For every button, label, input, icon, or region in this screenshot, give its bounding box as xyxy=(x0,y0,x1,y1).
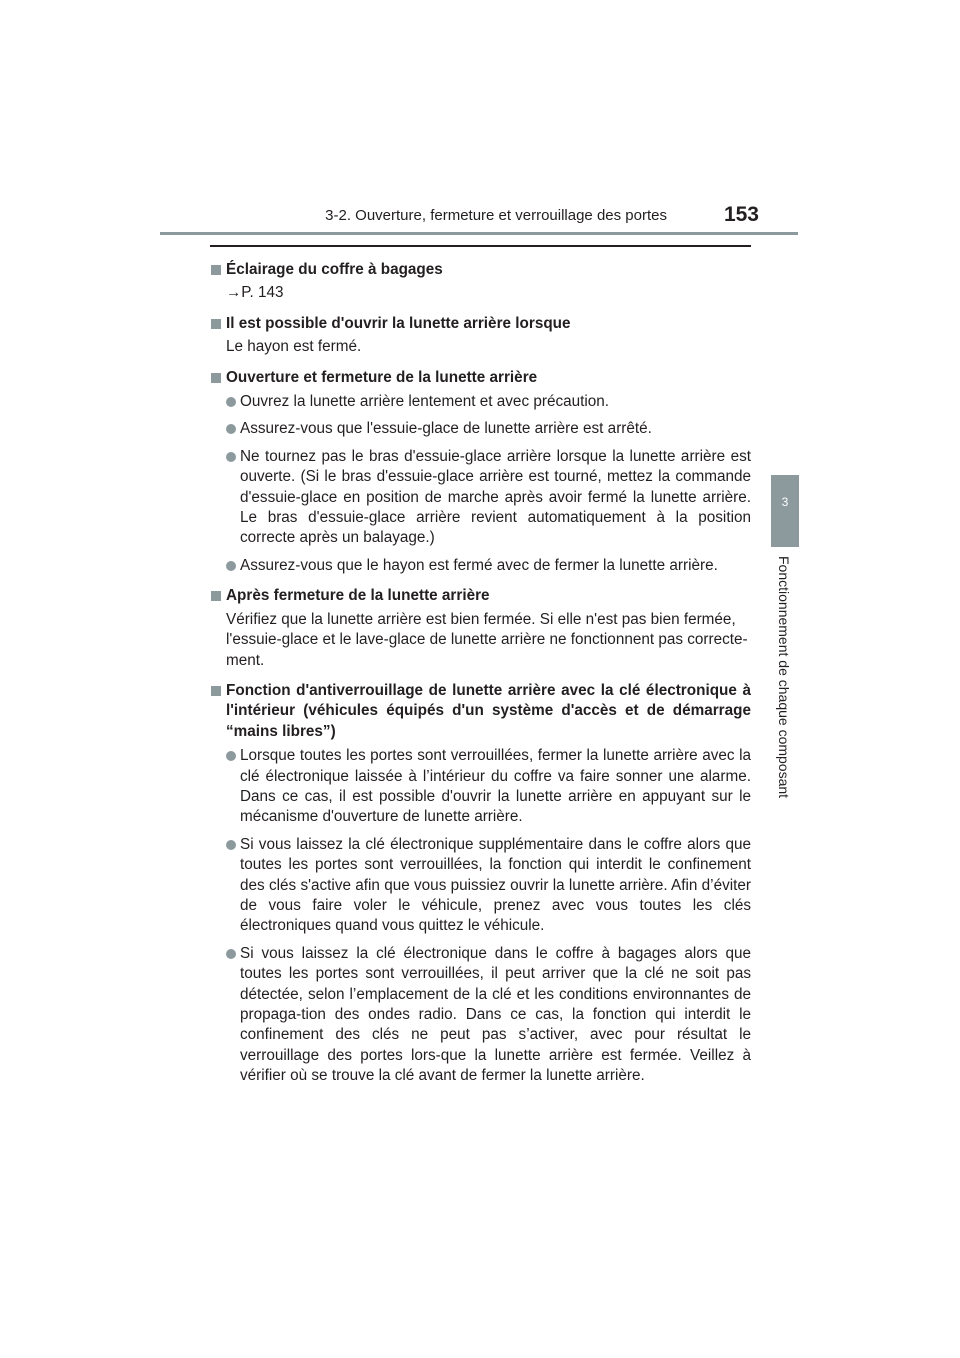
chapter-number: 3 xyxy=(781,495,789,509)
chapter-side-label xyxy=(772,556,796,816)
section-title: Il est possible d'ouvrir la lunette arrière lorsque xyxy=(226,314,571,332)
header-rule xyxy=(160,232,798,235)
round-bullet-icon xyxy=(226,840,236,850)
list-item xyxy=(210,835,751,937)
section-title: Fonction d'antiverrouillage de lunette arrière avec la clé électronique à l'intérieur (véhicules équipés d'un système d'accès et de démarrage “mains libres”) xyxy=(226,681,751,740)
chapter-title: Fonctionnement de chaque composant xyxy=(776,556,792,799)
round-bullet-icon xyxy=(226,561,236,571)
header-section-title: 3-2. Ouverture, fermeture et verrouillage des portes xyxy=(325,207,667,224)
square-bullet-icon xyxy=(211,373,221,383)
square-bullet-icon xyxy=(211,319,221,329)
section-title: Après fermeture de la lunette arrière xyxy=(226,587,490,605)
section-heading xyxy=(210,260,751,280)
page-reference: →P. 143 xyxy=(226,284,284,302)
round-bullet-icon xyxy=(226,751,236,761)
section-heading xyxy=(210,681,751,742)
page-header xyxy=(160,203,797,231)
round-bullet-icon xyxy=(226,949,236,959)
section-text: Vérifiez que la lunette arrière est bien fermée. Si elle n'est pas bien fermée, l'essuie-glace et le lave-glace de lunette arrière ne fonctionnent pas correcte-ment. xyxy=(226,610,748,669)
list-item xyxy=(210,556,751,576)
list-item-text: Ne tournez pas le bras d'essuie-glace arrière lorsque la lunette arrière est ouverte. (Si le bras d'essuie-glace arrière est tourné, mettez la commande d'essuie-glace en position de marche après avoir fermé la lunette arrière. Le bras d'essuie-glace arrière revient automatiquement à la position correcte après un balayage.) xyxy=(240,447,751,547)
square-bullet-icon xyxy=(211,591,221,601)
list-item-text: Lorsque toutes les portes sont verrouillées, fermer la lunette arrière avec la clé électronique laissée à l’intérieur du coffre va faire sonner une alarme. Dans ce cas, il est possible d'ouvrir la lunette arrière en appuyant sur le mécanisme d'ouverture de lunette arrière. xyxy=(240,747,751,826)
list-item-text: Si vous laissez la clé électronique supplémentaire dans le coffre alors que toutes les portes sont verrouillées, la fonction qui interdit le confinement des clés s'active afin que vous puissiez ouvrir la lunette arrière. Afin d’éviter de vous faire voler le véhicule, prenez avec vous toutes les clés électroniques quand vous quittez le véhicule. xyxy=(240,835,751,935)
list-item-text: Ouvrez la lunette arrière lentement et avec précaution. xyxy=(240,393,610,411)
list-item-text: Assurez-vous que le hayon est fermé avec de fermer la lunette arrière. xyxy=(240,556,718,574)
section-heading xyxy=(210,314,751,334)
list-item-text: Assurez-vous que l'essuie-glace de lunette arrière est arrêté. xyxy=(240,420,652,438)
round-bullet-icon xyxy=(226,452,236,462)
round-bullet-icon xyxy=(226,397,236,407)
round-bullet-icon xyxy=(226,424,236,434)
square-bullet-icon xyxy=(211,686,221,696)
section-title: Ouverture et fermeture de la lunette arrière xyxy=(226,368,538,386)
list-item xyxy=(210,447,751,549)
content-rule xyxy=(210,245,751,247)
section-heading xyxy=(210,368,751,388)
square-bullet-icon xyxy=(211,265,221,275)
list-item-text: Si vous laissez la clé électronique dans le coffre à bagages alors que toutes les portes sont verrouillées, il peut arriver que la clé ne soit pas détectée, selon l’emplacement de la clé et les conditions environnantes de propaga-tion des ondes radio. Dans ce cas, la fonction qui interdit le confinement des clés ne peut pas s’activer, avec pour résultat le verrouillage des portes lors-que la lunette arrière est fermée. Veillez à vérifier où se trouve la clé avant de fermer la lunette arrière. xyxy=(240,944,751,1085)
chapter-tab xyxy=(771,475,799,547)
list-item xyxy=(210,746,751,828)
page-number: 153 xyxy=(723,203,759,226)
list-item xyxy=(210,392,751,412)
list-item xyxy=(210,419,751,439)
section-title: Éclairage du coffre à bagages xyxy=(226,261,443,278)
section-text: Le hayon est fermé. xyxy=(226,338,362,356)
list-item xyxy=(210,944,751,1087)
section-heading xyxy=(210,586,751,606)
page-content xyxy=(210,256,751,1087)
